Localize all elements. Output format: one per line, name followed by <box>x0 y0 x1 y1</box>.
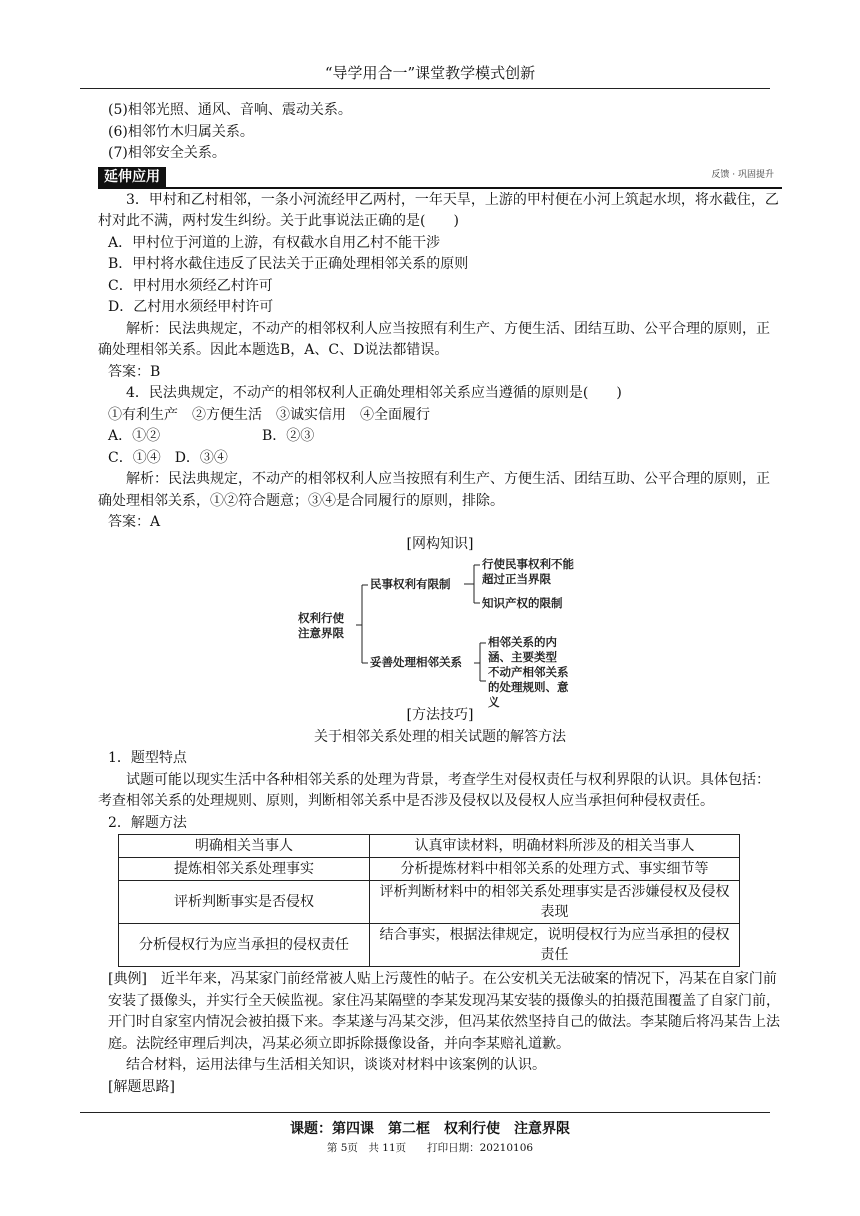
table-cell: 分析侵权行为应当承担的侵权责任 <box>119 924 370 967</box>
question-4-option-b: B．②③ <box>262 428 315 444</box>
section-bar <box>98 165 782 189</box>
example-task: 结合材料，运用法律与生活相关知识，谈谈对材料中该案例的认识。 <box>126 1057 546 1073</box>
relation-item: (5)相邻光照、通风、音响、震动关系。 <box>108 102 352 118</box>
question-4-answer: 答案：A <box>108 514 161 530</box>
mind-map <box>278 555 618 709</box>
relation-item: (7)相邻安全关系。 <box>108 145 226 161</box>
question-3-answer: 答案：B <box>108 363 161 380</box>
method-title: 关于相邻关系处理的相关试题的解答方法 <box>314 728 566 745</box>
question-4-items: ①有利生产 ②方便生活 ③诚实信用 ④全面履行 <box>108 406 430 423</box>
question-3-stem: 3．甲村和乙村相邻，一条小河流经甲乙两村，一年天旱，上游的甲村便在小河上筑起水坝，将水截住，乙村对此不满，两村发生纠纷。关于此事说法正确的是( ) <box>98 191 779 229</box>
method-table <box>118 834 740 967</box>
table-cell: 提炼相邻关系处理事实 <box>119 858 370 881</box>
table-cell: 评析判断事实是否侵权 <box>119 881 370 924</box>
question-3-analysis: 解析：民法典规定，不动产的相邻权利人应当按照有利生产、方便生活、团结互助、公平合理的原则，正确处理相邻关系。因此本题选B，A、C、D说法都错误。 <box>98 320 770 358</box>
table-row <box>119 924 740 967</box>
table-row <box>119 835 740 858</box>
relation-item: (6)相邻竹木归属关系。 <box>108 123 254 140</box>
mind-map-branch-2: 妥善处理相邻关系 <box>370 655 462 669</box>
question-4-analysis: 解析：民法典规定，不动产的相邻权利人应当按照有利生产、方便生活、团结互助、公平合理的原则，正确处理相邻关系，①②符合题意；③④是合同履行的原则，排除。 <box>98 471 770 509</box>
table-cell: 结合事实，根据法律规定，说明侵权行为应当承担的侵权责任 <box>370 924 740 967</box>
question-3-option: A．甲村位于河道的上游，有权截水自用乙村不能干涉 <box>108 234 441 251</box>
section-subtitle: 反馈 · 巩固提升 <box>711 170 774 180</box>
table-cell: 分析提炼材料中相邻关系的处理方式、事实细节等 <box>370 858 740 881</box>
header-rule <box>80 88 770 89</box>
footer-rule <box>80 1112 770 1113</box>
footer-page-info: 第 5页 共 11页 打印日期：20210106 <box>326 1142 534 1154</box>
mind-map-branch-1: 民事权利有限制 <box>370 577 451 591</box>
example-text: [典例] 近半年来，冯某家门前经常被人贴上污蔑性的帖子。在公安机关无法破案的情况下，冯某在自家门前安装了摄像头，并实行全天候监视。家住冯某隔壁的李某发现冯某安装的摄像头的拍摄范围覆盖了自家门前，开门时自家室内情况会被拍摄下来。李某遂与冯某交涉，但冯某依然坚持自己的做法。李某随后将冯某告上法庭。法院经审理后判决，冯某必须立即拆除摄像设备，并向李某赔礼道歉。 <box>108 971 780 1052</box>
mind-map-heading: [网构知识] <box>406 535 474 552</box>
method-section-1-title: 1．题型特点 <box>108 750 187 766</box>
method-section-2-title: 2．解题方法 <box>108 814 187 831</box>
page-content <box>98 100 782 1098</box>
mind-map-leaf: 相邻关系的内涵、主要类型 <box>488 635 557 664</box>
table-row <box>119 858 740 881</box>
question-3-option: C．甲村用水须经乙村许可 <box>108 277 273 294</box>
mind-map-leaf: 知识产权的限制 <box>482 596 563 610</box>
table-cell: 明确相关当事人 <box>119 835 370 858</box>
table-cell: 认真审读材料，明确材料所涉及的相关当事人 <box>370 835 740 858</box>
question-4-stem: 4．民法典规定，不动产的相邻权利人正确处理相邻关系应当遵循的原则是( ) <box>126 385 622 401</box>
section-tag: 延伸应用 <box>98 167 166 187</box>
page-header: “导学用合一”课堂教学模式创新 <box>324 64 536 82</box>
table-cell: 评析判断材料中的相邻关系处理事实是否涉嫌侵权及侵权表现 <box>370 881 740 924</box>
question-4-options-row <box>98 426 782 448</box>
question-4-option-a: A．①② <box>108 428 161 444</box>
question-4-options-cd: C．①④ D．③④ <box>108 449 228 466</box>
mind-map-root: 权利行使注意界限 <box>298 611 344 640</box>
method-section-1-text: 试题可能以现实生活中各种相邻关系的处理为背景，考查学生对侵权责任与权利界限的认识。具体包括：考查相邻关系的处理规则、原则，判断相邻关系中是否涉及侵权以及侵权人应当承担何种侵权责任。 <box>98 771 770 809</box>
footer-lesson: 课题：第四课 第二框 权利行使 注意界限 <box>290 1121 570 1137</box>
example-idea-heading: [解题思路] <box>108 1078 175 1095</box>
question-3-option: B．甲村将水截住违反了民法关于正确处理相邻关系的原则 <box>108 256 469 272</box>
table-row <box>119 881 740 924</box>
method-heading: [方法技巧] <box>406 707 474 723</box>
mind-map-leaf: 不动产相邻关系的处理规则、意义 <box>488 665 569 709</box>
mind-map-leaf: 行使民事权利不能超过正当界限 <box>482 557 574 586</box>
question-3-option: D．乙村用水须经甲村许可 <box>108 299 274 315</box>
